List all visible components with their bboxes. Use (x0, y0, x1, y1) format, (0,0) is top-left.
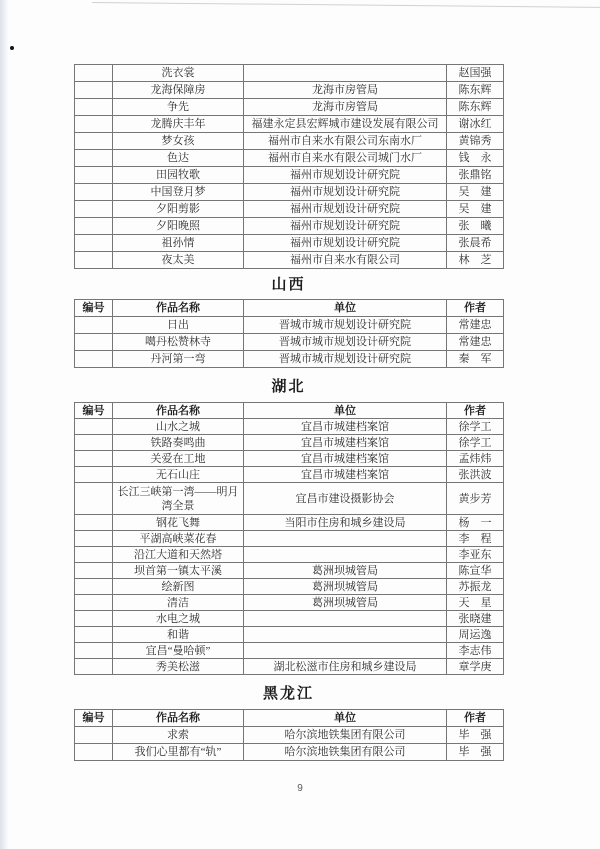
cell-author: 张鼎铭 (447, 167, 504, 184)
cell-title: 铁路奏鸣曲 (113, 435, 244, 451)
cell-id (75, 334, 113, 351)
cell-author: 黄锦秀 (447, 133, 504, 150)
cell-author: 常建忠 (447, 334, 504, 351)
cell-title: 日出 (113, 317, 244, 334)
cell-id (75, 133, 113, 150)
scan-artifact-dot (10, 46, 14, 50)
cell-title: 绘新图 (113, 579, 244, 595)
table-row (75, 727, 504, 744)
cell-author: 张晨希 (447, 235, 504, 252)
column-header-id: 编号 (75, 710, 113, 727)
column-header-author: 作者 (447, 710, 504, 727)
cell-title: 夕阳剪影 (113, 201, 244, 218)
cell-id (75, 563, 113, 579)
cell-title: 龙海保障房 (113, 82, 244, 99)
column-header-title: 作品名称 (113, 710, 244, 727)
cell-unit: 葛洲坝城管局 (244, 563, 447, 579)
works-table (74, 709, 504, 761)
cell-unit: 福州市规划设计研究院 (244, 184, 447, 201)
cell-author: 黄步芳 (447, 483, 504, 515)
table-row (75, 82, 504, 99)
cell-author: 张 曦 (447, 218, 504, 235)
table-row (75, 579, 504, 595)
table-row (75, 451, 504, 467)
cell-author: 陈东辉 (447, 99, 504, 116)
cell-unit: 宜昌市城建档案馆 (244, 419, 447, 435)
column-header-author: 作者 (447, 300, 504, 317)
table-row (75, 184, 504, 201)
table-row (75, 218, 504, 235)
works-table (74, 299, 504, 368)
cell-title: 求索 (113, 727, 244, 744)
cell-unit: 福州市规划设计研究院 (244, 218, 447, 235)
cell-unit: 宜昌市城建档案馆 (244, 451, 447, 467)
cell-author: 常建忠 (447, 317, 504, 334)
cell-title: 坝首第一镇太平溪 (113, 563, 244, 579)
cell-title: 山水之城 (113, 419, 244, 435)
table-row (75, 133, 504, 150)
cell-id (75, 744, 113, 761)
cell-author: 张晓建 (447, 611, 504, 627)
cell-author: 孟炜炜 (447, 451, 504, 467)
region-title: 湖北 (271, 378, 306, 395)
cell-title: 中国登月梦 (113, 184, 244, 201)
cell-author: 苏振龙 (447, 579, 504, 595)
cell-title: 宜昌“曼哈顿” (113, 643, 244, 659)
cell-unit: 福建永定县宏辉城市建设发展有限公司 (244, 116, 447, 133)
cell-author: 林 芝 (447, 252, 504, 269)
cell-unit: 福州市规划设计研究院 (244, 235, 447, 252)
cell-id (75, 218, 113, 235)
cell-id (75, 451, 113, 467)
cell-unit: 晋城市城市规划设计研究院 (244, 317, 447, 334)
cell-id (75, 579, 113, 595)
cell-author: 钱 永 (447, 150, 504, 167)
cell-author: 谢冰红 (447, 116, 504, 133)
works-table (74, 402, 504, 675)
cell-id (75, 235, 113, 252)
cell-unit (244, 65, 447, 82)
cell-author: 陈宣华 (447, 563, 504, 579)
page-edge-shadow (0, 0, 9, 849)
table-row (75, 65, 504, 82)
works-table-continued (74, 64, 504, 269)
column-header-id: 编号 (75, 403, 113, 419)
table-row (75, 252, 504, 269)
cell-unit (244, 643, 447, 659)
page-number: 9 (297, 783, 303, 794)
cell-author: 徐学工 (447, 419, 504, 435)
table-header-row (75, 710, 504, 727)
cell-id (75, 116, 113, 133)
table-row (75, 627, 504, 643)
cell-id (75, 201, 113, 218)
cell-unit: 福州市自来水有限公司东南水厂 (244, 133, 447, 150)
table-row (75, 235, 504, 252)
table-row (75, 595, 504, 611)
cell-unit: 晋城市城市规划设计研究院 (244, 351, 447, 368)
cell-id (75, 435, 113, 451)
table-row (75, 116, 504, 133)
cell-author: 章学庚 (447, 659, 504, 675)
column-header-id: 编号 (75, 300, 113, 317)
cell-id (75, 627, 113, 643)
cell-unit: 福州市自来水有限公司 (244, 252, 447, 269)
region-title: 黑龙江 (262, 685, 314, 702)
cell-id (75, 252, 113, 269)
cell-id (75, 184, 113, 201)
cell-id (75, 351, 113, 368)
cell-unit: 龙海市房管局 (244, 82, 447, 99)
cell-title: 我们心里都有“轨” (113, 744, 244, 761)
cell-id (75, 65, 113, 82)
cell-id (75, 659, 113, 675)
cell-id (75, 167, 113, 184)
cell-title: 龙腾庆丰年 (113, 116, 244, 133)
cell-title: 水电之城 (113, 611, 244, 627)
cell-title: 沿江大道和天然塔 (113, 547, 244, 563)
table-row (75, 435, 504, 451)
cell-author: 李志伟 (447, 643, 504, 659)
cell-unit: 葛洲坝城管局 (244, 579, 447, 595)
cell-unit: 龙海市房管局 (244, 99, 447, 116)
cell-author: 徐学工 (447, 435, 504, 451)
cell-title: 长江三峡第一湾——明月湾全景 (113, 483, 244, 515)
cell-unit: 湖北松滋市住房和城乡建设局 (244, 659, 447, 675)
cell-title: 夕阳晚照 (113, 218, 244, 235)
table-row (75, 317, 504, 334)
cell-title: 和谐 (113, 627, 244, 643)
table-header-row (75, 300, 504, 317)
cell-unit: 宜昌市建设摄影协会 (244, 483, 447, 515)
table-row (75, 334, 504, 351)
cell-author: 吴 建 (447, 184, 504, 201)
cell-unit: 福州市规划设计研究院 (244, 167, 447, 184)
table-row (75, 744, 504, 761)
table-row (75, 419, 504, 435)
cell-author: 陈东辉 (447, 82, 504, 99)
cell-author: 李亚东 (447, 547, 504, 563)
cell-title: 色达 (113, 150, 244, 167)
cell-unit (244, 547, 447, 563)
table-row (75, 611, 504, 627)
table-row (75, 515, 504, 531)
cell-id (75, 483, 113, 515)
cell-id (75, 419, 113, 435)
award-sections (74, 0, 503, 761)
cell-unit (244, 611, 447, 627)
cell-id (75, 531, 113, 547)
region-title: 山西 (271, 276, 306, 293)
cell-title: 田园牧歌 (113, 167, 244, 184)
cell-author: 赵国强 (447, 65, 504, 82)
table-row (75, 99, 504, 116)
cell-title: 平湖高峡菜花春 (113, 531, 244, 547)
cell-title: 清洁 (113, 595, 244, 611)
cell-author: 张洪波 (447, 467, 504, 483)
column-header-unit: 单位 (244, 710, 447, 727)
cell-id (75, 317, 113, 334)
cell-title: 关爱在工地 (113, 451, 244, 467)
cell-id (75, 82, 113, 99)
cell-id (75, 611, 113, 627)
cell-title: 祖孙情 (113, 235, 244, 252)
cell-unit: 哈尔滨地铁集团有限公司 (244, 744, 447, 761)
table-row (75, 150, 504, 167)
cell-unit: 宜昌市城建档案馆 (244, 435, 447, 451)
cell-unit (244, 627, 447, 643)
cell-author: 天 星 (447, 595, 504, 611)
column-header-title: 作品名称 (113, 403, 244, 419)
cell-unit: 福州市自来水有限公司城门水厂 (244, 150, 447, 167)
cell-title: 秀美松滋 (113, 659, 244, 675)
cell-unit: 宜昌市城建档案馆 (244, 467, 447, 483)
table-row (75, 483, 504, 515)
cell-title: 争先 (113, 99, 244, 116)
cell-unit: 当阳市住房和城乡建设局 (244, 515, 447, 531)
table-row (75, 643, 504, 659)
cell-author: 毕 强 (447, 727, 504, 744)
cell-title: 无石山庄 (113, 467, 244, 483)
cell-id (75, 547, 113, 563)
table-row (75, 531, 504, 547)
cell-unit (244, 531, 447, 547)
table-row (75, 547, 504, 563)
column-header-unit: 单位 (244, 403, 447, 419)
cell-unit: 葛洲坝城管局 (244, 595, 447, 611)
cell-unit: 晋城市城市规划设计研究院 (244, 334, 447, 351)
cell-title: 噶丹松赞林寺 (113, 334, 244, 351)
cell-author: 吴 建 (447, 201, 504, 218)
table-row (75, 467, 504, 483)
cell-id (75, 150, 113, 167)
cell-author: 周运逸 (447, 627, 504, 643)
cell-unit: 哈尔滨地铁集团有限公司 (244, 727, 447, 744)
table-row (75, 351, 504, 368)
column-header-unit: 单位 (244, 300, 447, 317)
cell-id (75, 515, 113, 531)
cell-unit: 福州市规划设计研究院 (244, 201, 447, 218)
cell-id (75, 727, 113, 744)
cell-author: 李 程 (447, 531, 504, 547)
cell-title: 梦女孩 (113, 133, 244, 150)
cell-title: 丹河第一弯 (113, 351, 244, 368)
cell-author: 毕 强 (447, 744, 504, 761)
cell-author: 秦 军 (447, 351, 504, 368)
cell-title: 洗衣裳 (113, 65, 244, 82)
column-header-author: 作者 (447, 403, 504, 419)
table-row (75, 201, 504, 218)
cell-id (75, 467, 113, 483)
cell-id (75, 99, 113, 116)
cell-author: 杨 一 (447, 515, 504, 531)
column-header-title: 作品名称 (113, 300, 244, 317)
cell-title: 钢花飞舞 (113, 515, 244, 531)
cell-id (75, 643, 113, 659)
table-row (75, 659, 504, 675)
table-row (75, 563, 504, 579)
cell-id (75, 595, 113, 611)
table-row (75, 167, 504, 184)
cell-title: 夜太美 (113, 252, 244, 269)
table-header-row (75, 403, 504, 419)
